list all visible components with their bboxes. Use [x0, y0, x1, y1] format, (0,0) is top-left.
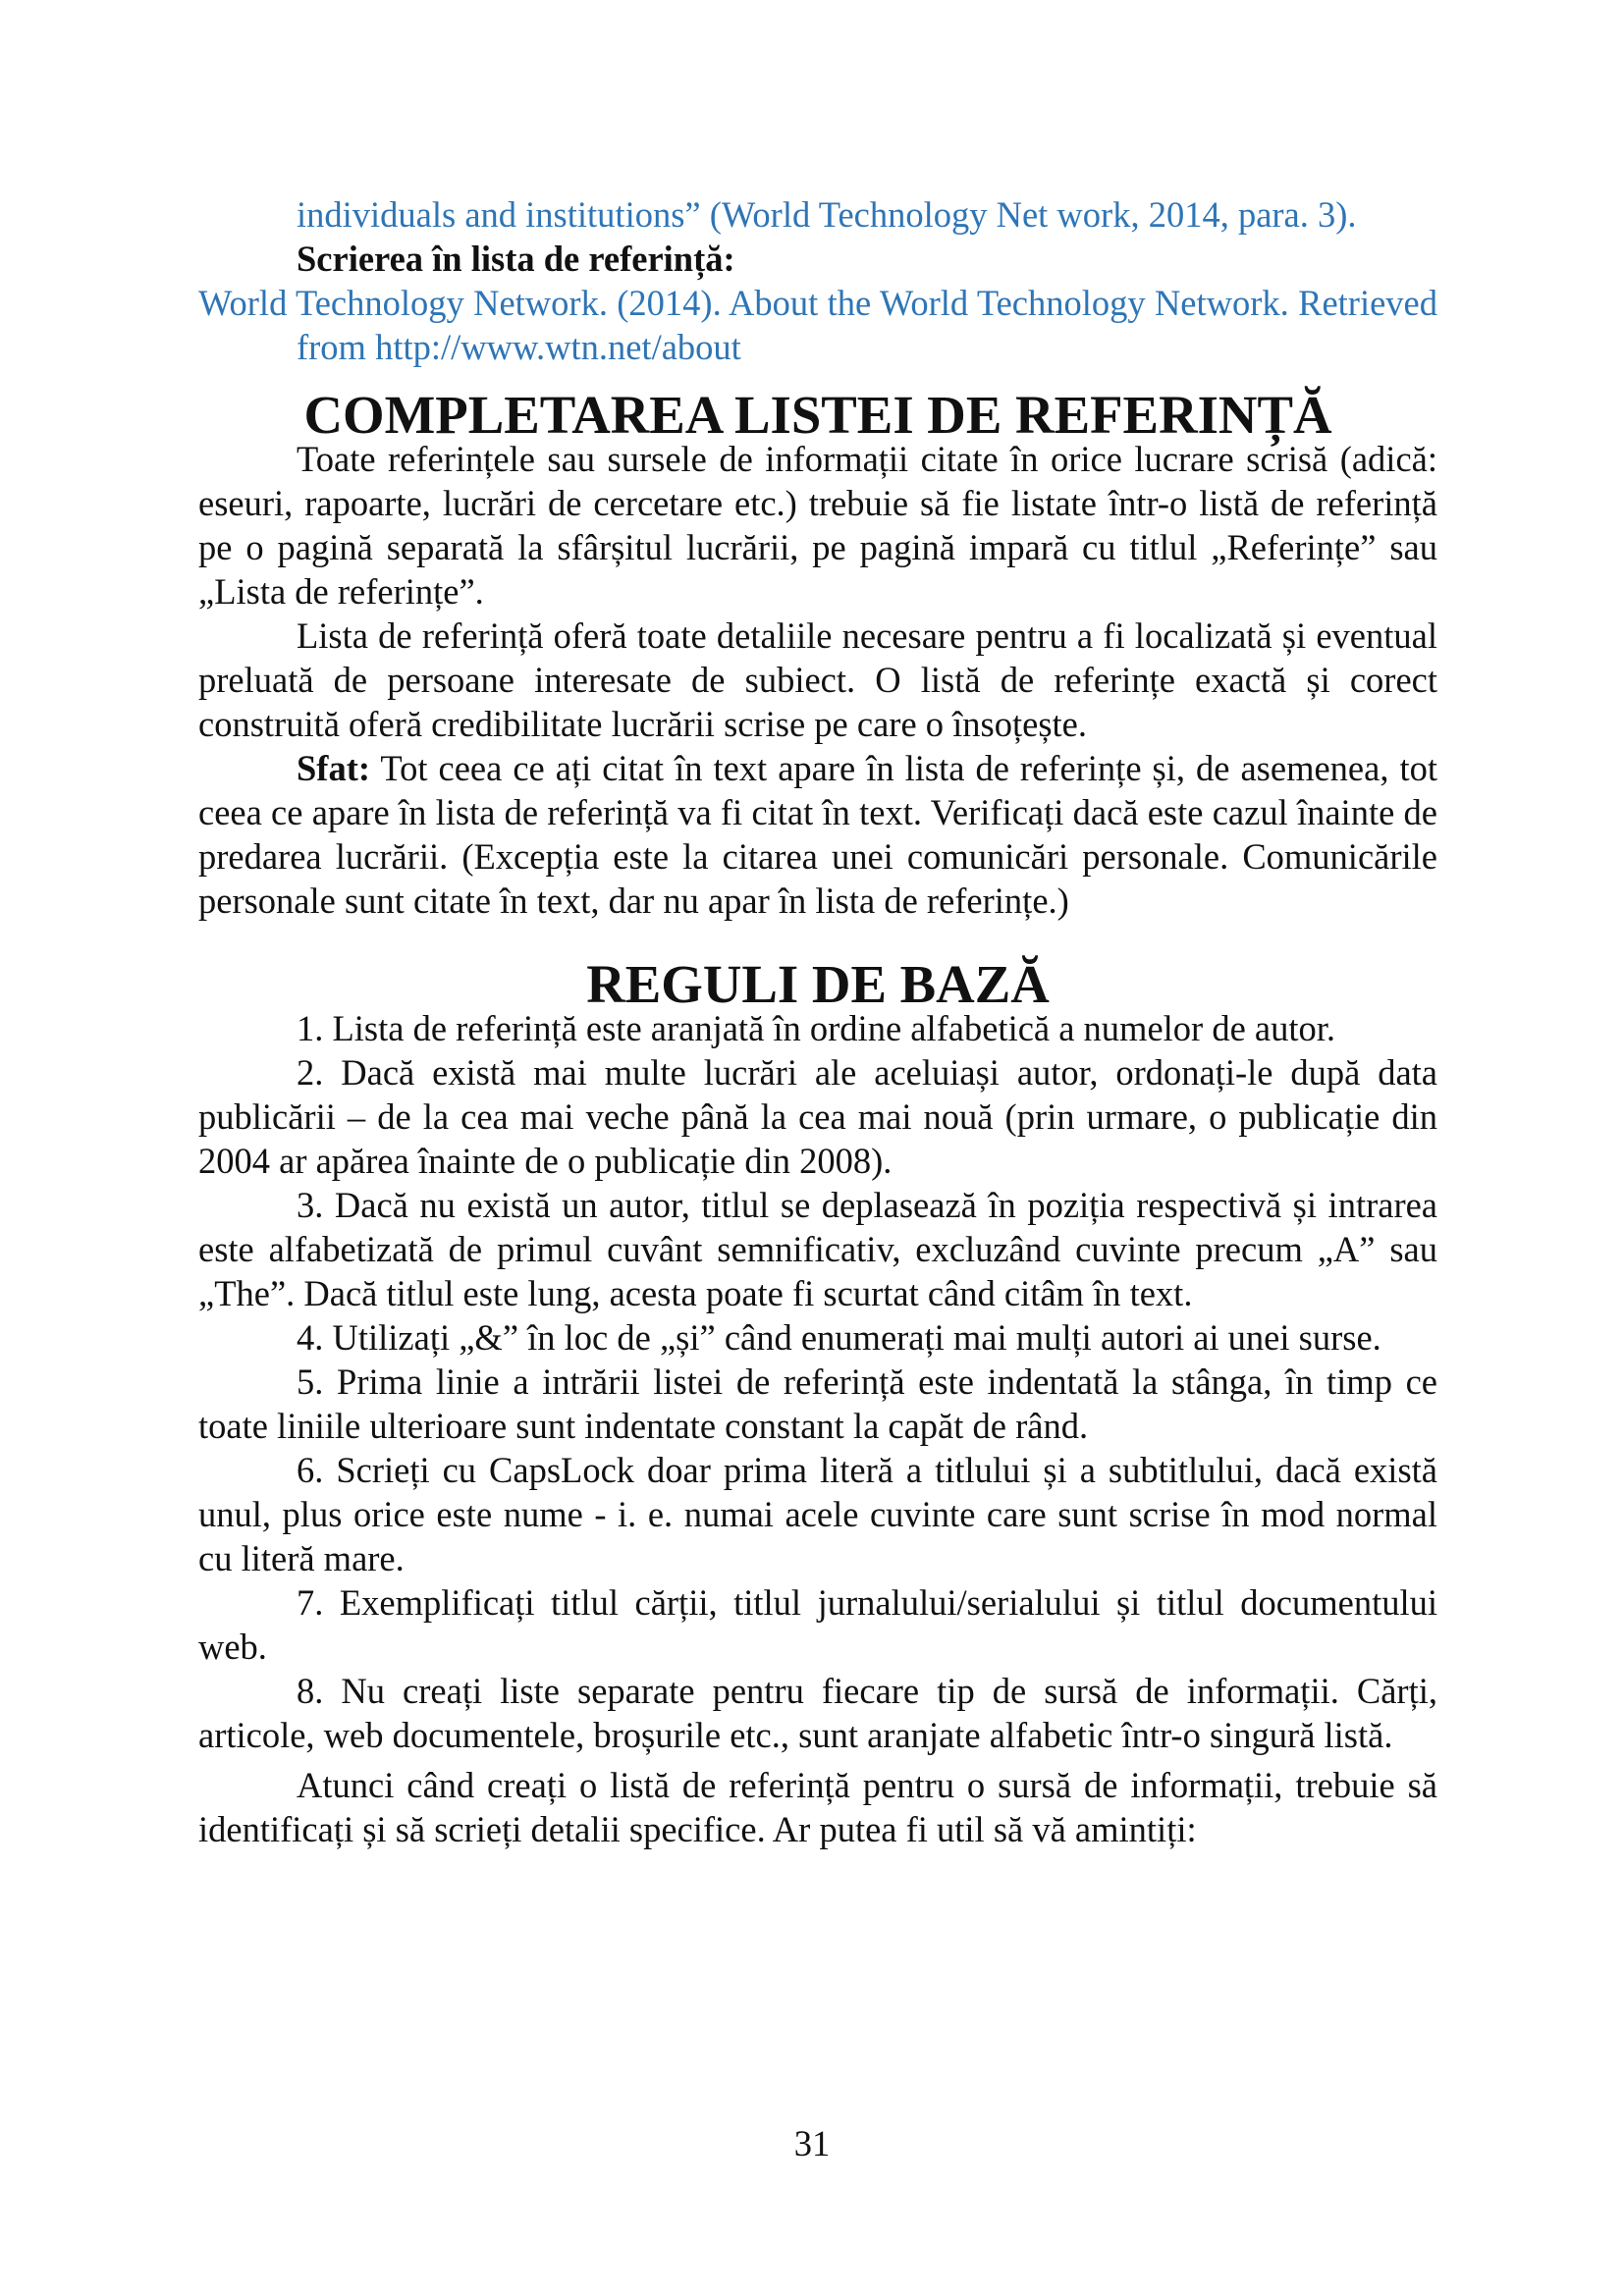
rule-item: 4. Utilizați „&” în loc de „și” când enumerați mai mulți autori ai unei surse. — [297, 1317, 1381, 1358]
rule-item: 6. Scrieți cu CapsLock doar prima literă a titlului și a subtitlului, dacă există unul, plus orice este nume - i. e. numai acele cuvinte care sunt scrise în mod normal cu literă mare. — [198, 1450, 1437, 1578]
rule-item: 8. Nu creați liste separate pentru fiecare tip de sursă de informații. Cărți, articole, web documentele, broșurile etc., sunt aranjate alfabetic într-o singură listă. — [198, 1671, 1437, 1755]
section-heading-basic-rules: REGULI DE BAZĂ — [586, 954, 1050, 1014]
rule-item: 3. Dacă nu există un autor, titlul se deplasează în poziția respectivă și intrarea este alfabetizată de primul cuvânt semnificativ, excluzând cuvinte precum „A” sau „The”. Dacă titlul este lung, acesta poate fi scurtat când citâm în text. — [198, 1185, 1437, 1313]
reference-entry: World Technology Network. (2014). About the World Technology Network. Retrieved from http://www.wtn.net/about — [198, 283, 1437, 367]
tip-label: Sfat: — [297, 748, 371, 788]
page-number: 31 — [793, 2123, 831, 2163]
section-heading-completing-list: COMPLETAREA LISTEI DE REFERINȚĂ — [303, 385, 1332, 445]
rule-item: 1. Lista de referință este aranjată în ordine alfabetică a numelor de autor. — [297, 1008, 1336, 1048]
paragraph-tip — [198, 746, 1437, 923]
reference-list-label: Scrierea în lista de referință: — [297, 239, 735, 279]
paragraph-reference-list-details: Lista de referință oferă toate detaliile necesare pentru a fi localizată și eventual preluată de persoane interesate de subiect. O listă de referințe exactă și corect construită oferă credibilitate lucrării scrise pe care o însoțește. — [198, 615, 1437, 744]
closing-paragraph: Atunci când creați o listă de referință pentru o sursă de informații, trebuie să identificați și să scrieți detalii specifice. Ar putea fi util să vă amintiți: — [198, 1765, 1437, 1849]
document-page — [198, 192, 1437, 1851]
rule-item: 5. Prima linie a intrării listei de referință este indentată la stânga, în timp ce toate liniile ulterioare sunt indentate constant la capăt de rând. — [198, 1362, 1437, 1446]
rule-item: 2. Dacă există mai multe lucrări ale aceluiași autor, ordonați-le după data publicării – de la cea mai veche până la cea mai nouă (prin urmare, o publicație din 2004 ar apărea înainte de o publicație din 2008). — [198, 1052, 1437, 1181]
tip-text: Tot ceea ce ați citat în text apare în lista de referințe și, de asemenea, tot ceea ce apare în lista de referință va fi citat în text. Verificați dacă este cazul înainte de predarea lucrării. (Excepția este la citarea unei comunicări personale. Comunicările personale sunt citate în text, dar nu apar în lista de referințe.) — [198, 748, 1437, 921]
quote-continuation: individuals and institutions” (World Technology Net work, 2014, para. 3). — [297, 194, 1357, 235]
paragraph-all-references: Toate referințele sau sursele de informații citate în orice lucrare scrisă (adică: eseuri, rapoarte, lucrări de cercetare etc.) trebuie să fie listate într-o listă de referință pe o pagină separată la sfârșitul lucrării, pe pagină impară cu titlul „Referințe” sau „Lista de referințe”. — [198, 439, 1437, 612]
rule-item: 7. Exemplificați titlul cărții, titlul jurnalului/serialului și titlul documentului web. — [198, 1582, 1437, 1667]
